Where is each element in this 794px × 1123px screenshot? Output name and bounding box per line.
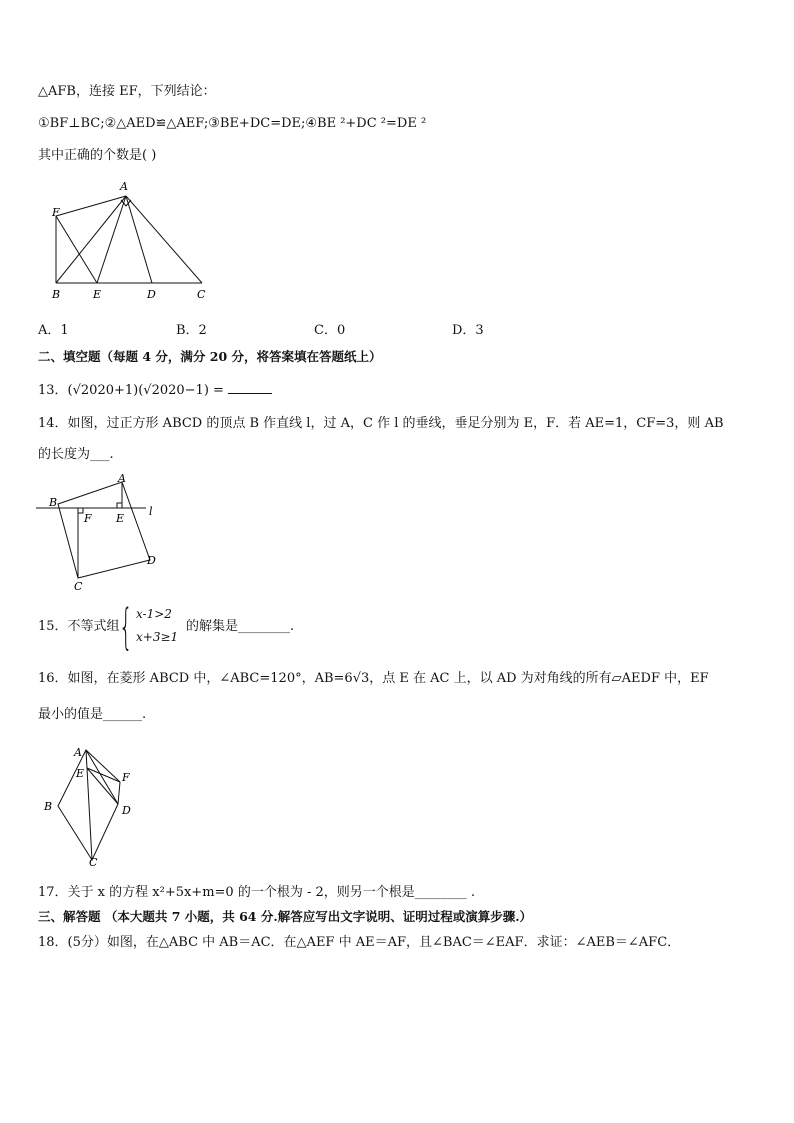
q18: 18．(5分）如图，在△ABC 中 AB＝AC．在△AEF 中 AE＝AF，且∠BAC＝∠EAF．求证：∠AEB＝∠AFC． — [38, 935, 681, 950]
q12-question: 其中正确的个数是( ) — [38, 148, 157, 163]
q14-label-A: A — [118, 472, 126, 485]
q14-label-C: C — [74, 580, 83, 593]
q16-line2: 最小的值是______. — [38, 707, 147, 722]
q12-label-C: C — [197, 288, 206, 301]
q12-option-b[interactable]: B．2 — [176, 323, 207, 338]
q12-conclusions: ①BF⊥BC;②△AED≌△AEF;③BE+DC=DE;④BE ²+DC ²=DE ² — [38, 116, 427, 131]
q15-suffix: 的解集是________. — [186, 619, 295, 634]
q16-label-A: A — [74, 746, 82, 759]
q16-label-E: E — [76, 767, 85, 780]
q12-label-F: F — [52, 206, 60, 219]
q16-line1: 16．如图，在菱形 ABCD 中，∠ABC=120°，AB=6√3，点 E 在 AC 上，以 AD 为对角线的所有▱AEDF 中，EF — [38, 671, 709, 686]
q14-label-B: B — [49, 496, 58, 509]
q15-brace: { — [119, 599, 133, 655]
q14-line1: 14．如图，过正方形 ABCD 的顶点 B 作直线 l，过 A，C 作 l 的垂线，垂足分别为 E，F．若 AE=1，CF=3，则 AB — [38, 416, 724, 431]
section2-title: 二、填空题（每题 4 分，满分 20 分，将答案填在答题纸上） — [38, 349, 382, 364]
q16-label-B: B — [44, 800, 53, 813]
q14-label-F: F — [84, 512, 92, 525]
q12-option-c[interactable]: C．0 — [314, 323, 346, 338]
q14-label-D: D — [147, 554, 156, 567]
q12-option-d[interactable]: D．3 — [452, 323, 484, 338]
q15-ineq1: x-1>2 — [136, 607, 172, 621]
q16-figure — [42, 744, 142, 870]
q12-figure — [40, 176, 230, 304]
q12-intro: △AFB，连接 EF，下列结论： — [38, 84, 216, 99]
q14-label-l: l — [149, 505, 153, 518]
q13 — [38, 381, 272, 400]
q13-answer-blank[interactable] — [228, 381, 272, 394]
q14-label-E: E — [116, 512, 125, 525]
q12-label-E: E — [93, 288, 102, 301]
q13-expression: 13． — [38, 383, 68, 398]
q17: 17．关于 x 的方程 x²+5x+m=0 的一个根为 - 2，则另一个根是________ . — [38, 885, 476, 900]
q12-label-A: A — [120, 180, 128, 193]
q14-figure — [36, 472, 166, 594]
q15-prefix: 15．不等式组 — [38, 619, 120, 634]
q16-label-D: D — [122, 804, 131, 817]
q12-label-D: D — [147, 288, 156, 301]
q13-math: (√2020+1)(√2020−1) = — [67, 383, 224, 398]
q15-ineq2: x+3≥1 — [136, 630, 179, 644]
q16-label-C: C — [89, 856, 98, 869]
q16-label-F: F — [122, 771, 130, 784]
section3-title: 三、解答题 （本大题共 7 小题，共 64 分.解答应写出文字说明、证明过程或演算步骤.） — [38, 909, 533, 924]
q12-label-B: B — [52, 288, 61, 301]
q12-option-a[interactable]: A．1 — [38, 323, 69, 338]
q14-line2: 的长度为___. — [38, 447, 114, 462]
